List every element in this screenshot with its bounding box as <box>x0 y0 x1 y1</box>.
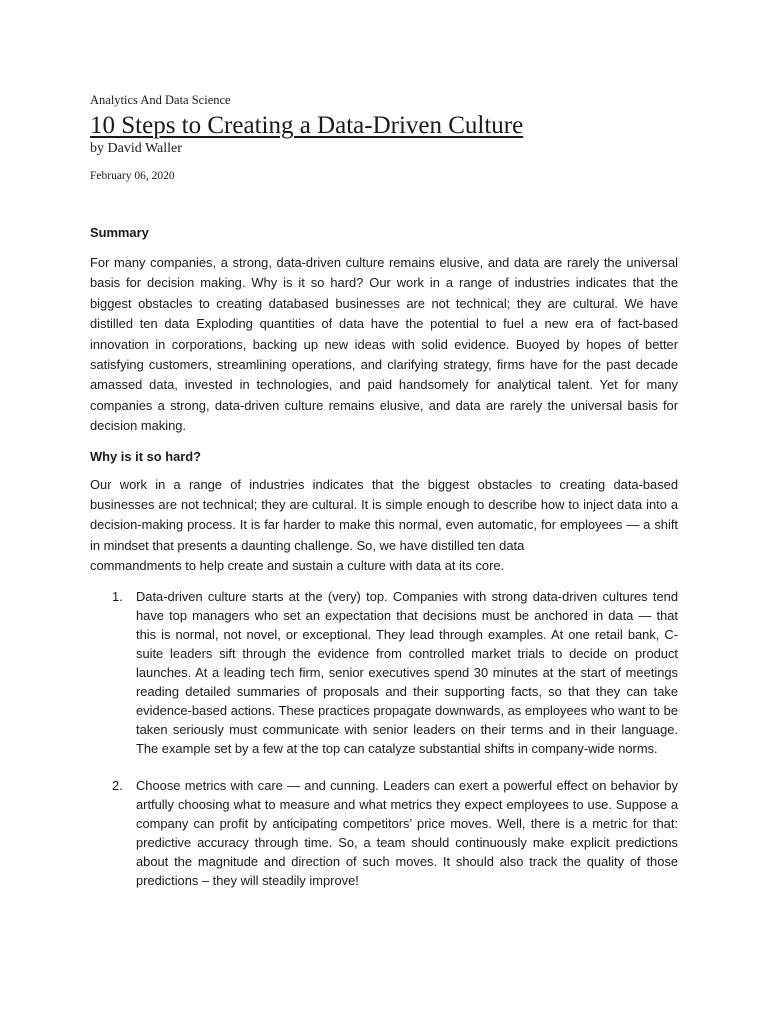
why-paragraph-tail: commandments to help create and sustain a culture with data at its core. <box>90 558 505 574</box>
article-date: February 06, 2020 <box>90 170 175 182</box>
list-item-text: Data-driven culture starts at the (very) top. Companies with strong data-driven cultures tend have top managers who set an expectation that decisions must be anchored in data — that this is normal, not novel, or exceptional. They lead through examples. At one retail bank, C-suite leaders sift through the evidence from controlled market trials to decide on product launches. At a leading tech firm, senior executives spend 30 minutes at the start of meetings reading detailed summaries of proposals and their supporting facts, so that they can take evidence-based actions. These practices propagate downwards, as employees who want to be taken seriously must communicate with senior leaders on their terms and in their language. The example set by a few at the top can catalyze substantial shifts in company-wide norms. <box>136 588 678 757</box>
list-item-number: 1. <box>112 588 123 604</box>
summary-heading: Summary <box>90 225 149 240</box>
list-item-text: Choose metrics with care — and cunning. Leaders can exert a powerful effect on behavior by artfully choosing what to measure and what metrics they expect employees to use. Suppose a company can profit by anticipating competitors’ price moves. Well, there is a metric for that: predictive accuracy through time. So, a team should continuously make explicit predictions about the magnitude and direction of such moves. It should also track the quality of those predictions – they will steadily improve! <box>136 777 678 888</box>
list-item-number: 2. <box>112 777 123 793</box>
list-item <box>90 587 678 759</box>
why-paragraph-text: Our work in a range of industries indicates that the biggest obstacles to creating data-based businesses are not technical; they are cultural. It is simple enough to describe how to inject data into a decision-making process. It is far harder to make this normal, even automatic, for employees — a shift in mindset that presents a daunting challenge. So, we have distilled ten data <box>90 476 678 553</box>
article-title: 10 Steps to Creating a Data-Driven Culture <box>90 112 524 139</box>
why-paragraph <box>90 475 678 577</box>
document-page <box>90 92 678 907</box>
list-item <box>90 776 678 891</box>
article-category: Analytics And Data Science <box>90 93 231 107</box>
steps-list <box>90 587 678 890</box>
summary-paragraph: For many companies, a strong, data-driven culture remains elusive, and data are rarely the universal basis for decision making. Why is it so hard? Our work in a range of industries indicates that the biggest obstacles to creating databased businesses are not technical; they are cultural. We have distilled ten data Exploding quantities of data have the potential to fuel a new era of fact-based innovation in corporations, backing up new ideas with solid evidence. Buoyed by hopes of better satisfying customers, streamlining operations, and clarifying strategy, firms have for the past decade amassed data, invested in technologies, and paid handsomely for analytical talent. Yet for many companies a strong, data-driven culture remains elusive, and data are rarely the universal basis for decision making. <box>90 255 678 434</box>
why-heading: Why is it so hard? <box>90 448 202 464</box>
article-byline: by David Waller <box>90 141 182 156</box>
